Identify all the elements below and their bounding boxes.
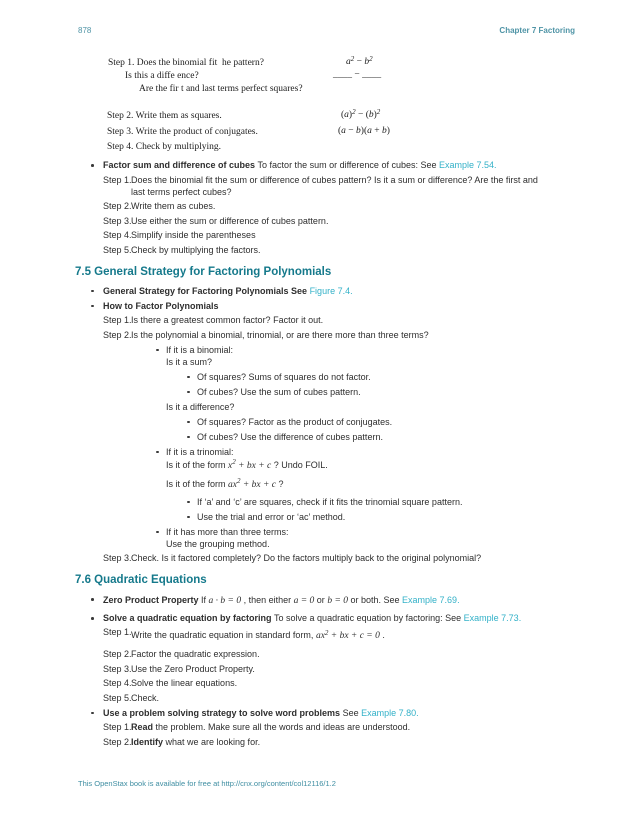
step-text xyxy=(131,553,481,563)
text-segment-p: , then either xyxy=(241,595,294,605)
text-segment-mn: ____ − ____ xyxy=(333,70,382,80)
text-segment-mn: ) xyxy=(386,126,390,136)
text-segment-p: To factor the sum or difference of cubes: See xyxy=(257,160,439,170)
step-label: Step 2. xyxy=(103,736,132,747)
text-segment-b: General Strategy for Factoring Polynomials See xyxy=(103,285,310,296)
text-segment-mn: ( xyxy=(341,110,345,120)
text-segment-p: If it has more than three terms: xyxy=(166,526,289,537)
text-segment-msup: 2 xyxy=(237,477,241,485)
text-segment-p: Use either the sum or difference of cubes pattern. xyxy=(131,215,329,226)
step-text xyxy=(131,664,255,674)
text-segment-msup: 2 xyxy=(232,458,236,466)
text-segment-m: b xyxy=(368,110,374,120)
factor-step-1 xyxy=(75,314,575,326)
text-segment-b: Zero Product Property xyxy=(103,595,202,605)
text-segment-p: Of squares? Sums of squares do not factor. xyxy=(197,371,371,382)
factor-step-3 xyxy=(75,552,575,564)
trial-and-error-item xyxy=(75,511,575,523)
step-label: Step 2. xyxy=(103,329,132,340)
text-segment-p: Is the polynomial a binomial, trinomial, or are there more than three terms? xyxy=(131,329,429,340)
text-segment-p: Use the grouping method. xyxy=(166,538,270,549)
strategy-bullet xyxy=(75,285,575,297)
text-segment-p: If ‘a’ and ‘c’ are squares, check if it fits the trinomial square pattern. xyxy=(197,496,463,507)
step-label: Step 4. xyxy=(103,678,132,688)
page-content xyxy=(75,54,575,748)
step-label: Step 1. xyxy=(103,315,132,325)
step-label: Step 2. xyxy=(103,201,132,211)
step-label: Step 5. xyxy=(103,692,132,703)
sum-of-squares-item xyxy=(75,371,575,383)
grouping-method-line xyxy=(75,538,575,550)
text-segment-m: a xyxy=(346,57,351,67)
how-to-factor-bullet xyxy=(75,300,575,312)
step-label: Step 3. xyxy=(103,663,132,674)
sum-of-cubes-item xyxy=(75,386,575,398)
binomial-item xyxy=(75,344,575,356)
text-segment-b: Factor sum and difference of cubes xyxy=(103,160,258,170)
step-label: Step 5. xyxy=(103,244,132,255)
squares-step3: Step 3. Write the product of conjugates. xyxy=(107,127,258,137)
factor-step-2 xyxy=(75,329,575,341)
text-segment-m: a xyxy=(341,126,346,136)
step-label: Step 1. xyxy=(103,722,132,732)
text-segment-p: If it is a trinomial: xyxy=(166,446,234,457)
text-segment-p: Is there a greatest common factor? Factor it out. xyxy=(131,315,324,325)
quadratic-step-3 xyxy=(75,663,575,675)
binomial-difference-question xyxy=(75,401,575,413)
text-segment-p: Is it a sum? xyxy=(166,356,213,367)
text-segment-p: Simplify inside the parentheses xyxy=(131,230,256,240)
step-label: Step 3. xyxy=(103,553,132,563)
solve-by-factoring-bullet xyxy=(75,612,575,624)
trinomial-form-x2 xyxy=(75,458,575,474)
squares-step1-line2: Is this a diffe ence? xyxy=(125,71,199,81)
text-segment-p: If it is a binomial: xyxy=(166,344,234,355)
example-7-69-link[interactable]: Example 7.69. xyxy=(402,595,460,605)
text-segment-p: Write the quadratic equation in standard form, xyxy=(131,630,316,640)
word-step-2 xyxy=(75,736,575,748)
trinomial-item xyxy=(75,446,575,458)
text-segment-mn: − ( xyxy=(355,110,369,120)
step-text xyxy=(131,230,256,240)
step-text xyxy=(131,693,159,703)
text-segment-mn: − xyxy=(354,57,365,67)
text-segment-mn: + xyxy=(371,126,382,136)
text-segment-p: what we are looking for. xyxy=(163,736,261,747)
quadratic-step-4 xyxy=(75,677,575,689)
step-label: Step 1. xyxy=(103,174,132,185)
text-segment-m: b = 0 xyxy=(327,596,348,606)
more-than-three-terms-item xyxy=(75,526,575,538)
text-segment-p: Use the Zero Product Property. xyxy=(131,663,255,674)
step-label: Step 4. xyxy=(103,230,132,240)
text-segment-m: + bx + c = 0 xyxy=(328,631,380,641)
text-segment-b: Solve a quadratic equation by factoring xyxy=(103,613,275,623)
text-segment-msup: 2 xyxy=(324,628,329,637)
page-header xyxy=(78,26,575,35)
text-segment-p: Of cubes? Use the sum of cubes pattern. xyxy=(197,386,361,397)
zero-product-bullet xyxy=(75,593,575,609)
math-squares-form xyxy=(341,109,380,120)
text-segment-p: If xyxy=(201,595,209,605)
step-text xyxy=(131,678,237,688)
cubes-step-4 xyxy=(75,229,575,241)
word-problems-bullet xyxy=(75,707,575,719)
text-segment-p: See xyxy=(342,707,362,718)
word-step-1 xyxy=(75,721,575,733)
difference-of-squares-item xyxy=(75,416,575,428)
text-segment-p: Is it of the form xyxy=(166,478,229,489)
cubes-step-5 xyxy=(75,244,575,256)
text-segment-m: b xyxy=(381,126,387,136)
text-segment-p: Of cubes? Use the difference of cubes pattern. xyxy=(197,431,383,442)
squares-step1-line3: Are the fir t and last terms perfect squares? xyxy=(139,84,303,94)
squares-step2: Step 2. Write them as squares. xyxy=(107,111,222,121)
trinomial-square-pattern-item xyxy=(75,496,575,508)
step-text xyxy=(131,630,385,640)
text-segment-p: Use the trial and error or ‘ac’ method. xyxy=(197,511,346,522)
text-segment-msup: 2 xyxy=(369,54,373,63)
step-text xyxy=(131,216,328,226)
text-segment-m: a · b = 0 xyxy=(208,596,242,606)
step-label: Step 3. xyxy=(103,215,132,226)
binomial-sum-question xyxy=(75,356,575,368)
text-segment-mn: − xyxy=(345,126,357,136)
text-segment-m: a xyxy=(344,110,349,120)
step-text xyxy=(131,175,538,185)
text-segment-p: last terms perfect cubes? xyxy=(131,186,232,197)
text-segment-p: . xyxy=(379,630,385,640)
text-segment-p: To solve a quadratic equation by factoring: See xyxy=(274,613,464,623)
squares-step1-line1: Step 1. Does the binomial fit he pattern? xyxy=(108,58,264,68)
step-label: Step 1. xyxy=(103,627,132,637)
quadratic-step-1 xyxy=(75,628,575,644)
math-a2-minus-b2 xyxy=(346,56,373,67)
quadratic-step-5 xyxy=(75,692,575,704)
text-segment-m: a xyxy=(367,126,372,136)
text-segment-m: a = 0 xyxy=(293,596,315,606)
text-segment-m: b xyxy=(356,126,361,136)
step-text xyxy=(131,201,215,211)
text-segment-p: or both. See xyxy=(347,595,403,605)
cubes-step-1-cont xyxy=(75,186,575,198)
step-text xyxy=(131,245,261,255)
text-segment-m: ax xyxy=(228,479,237,490)
text-segment-b: Read xyxy=(131,722,154,732)
step-text xyxy=(131,649,260,659)
text-segment-mn: ) xyxy=(348,110,353,120)
text-segment-mn: ) xyxy=(373,110,377,120)
step-text xyxy=(131,315,323,325)
text-segment-msup: 2 xyxy=(350,54,355,63)
difference-of-squares-steps-block xyxy=(75,54,575,155)
text-segment-p: Check. xyxy=(131,692,160,703)
text-segment-p: or xyxy=(314,595,328,605)
quadratic-step-2 xyxy=(75,648,575,660)
text-segment-m: + bx + c xyxy=(235,460,272,471)
text-segment-m: ax xyxy=(315,631,325,641)
step-text xyxy=(131,722,410,732)
text-segment-msup: 2 xyxy=(376,107,381,116)
step-text xyxy=(131,330,429,340)
page-number: 878 xyxy=(78,26,92,35)
text-segment-mn: ( xyxy=(338,126,342,136)
math-blanks xyxy=(333,69,381,80)
text-segment-p: Is it a difference? xyxy=(166,401,235,412)
difference-of-cubes-item xyxy=(75,431,575,443)
cubes-step-2 xyxy=(75,200,575,212)
text-segment-b: Use a problem solving strategy to solve word problems xyxy=(103,707,343,718)
text-segment-m: + bx + c xyxy=(240,479,277,490)
cubes-bullet xyxy=(75,159,575,171)
cubes-step-1 xyxy=(75,174,575,186)
section-7-6-heading: 7.6 Quadratic Equations xyxy=(75,574,207,586)
section-7-5-heading: 7.5 General Strategy for Factoring Polynomials xyxy=(75,265,332,278)
chapter-title: Chapter 7 Factoring xyxy=(499,26,575,35)
example-7-73-link[interactable]: Example 7.73. xyxy=(463,613,522,623)
example-7-54-link[interactable]: Example 7.54. xyxy=(438,160,497,170)
step-label: Step 2. xyxy=(103,649,132,659)
openstax-footer: This OpenStax book is available for free at http://cnx.org/content/col12116/1.2 xyxy=(78,779,336,788)
example-7-80-link[interactable]: Example 7.80. xyxy=(361,707,419,718)
text-segment-p: Does the binomial fit the sum or difference of cubes pattern? Is it a sum or difference? Are the first and xyxy=(131,174,538,185)
text-segment-p: Of squares? Factor as the product of conjugates. xyxy=(197,416,393,427)
text-segment-p: ? xyxy=(276,478,284,489)
text-segment-b: How to Factor Polynomials xyxy=(103,300,219,311)
text-segment-p: the problem. Make sure all the words and ideas are understood. xyxy=(153,722,411,732)
text-segment-p: Check. Is it factored completely? Do the factors multiply back to the original polynomial? xyxy=(131,553,482,563)
text-segment-p: Factor the quadratic expression. xyxy=(131,649,260,659)
squares-step4: Step 4. Check by multiplying. xyxy=(107,142,221,152)
figure-7-4-link[interactable]: Figure 7.4. xyxy=(309,285,353,296)
text-segment-m: x xyxy=(228,460,233,471)
text-segment-mn: )( xyxy=(360,126,368,136)
text-segment-p: Check by multiplying the factors. xyxy=(131,244,261,255)
text-segment-msup: 2 xyxy=(352,107,356,116)
text-segment-m: b xyxy=(364,57,370,67)
text-segment-p: ? Undo FOIL. xyxy=(271,459,328,470)
text-segment-p: Write them as cubes. xyxy=(131,201,216,211)
step-text xyxy=(131,187,232,197)
math-conjugates-product xyxy=(338,125,390,136)
step-text xyxy=(131,737,260,747)
text-segment-p: Solve the linear equations. xyxy=(131,678,238,688)
trinomial-form-ax2 xyxy=(75,477,575,493)
cubes-step-3 xyxy=(75,215,575,227)
text-segment-p: Is it of the form xyxy=(166,459,229,470)
text-segment-b: Identify xyxy=(131,736,164,747)
